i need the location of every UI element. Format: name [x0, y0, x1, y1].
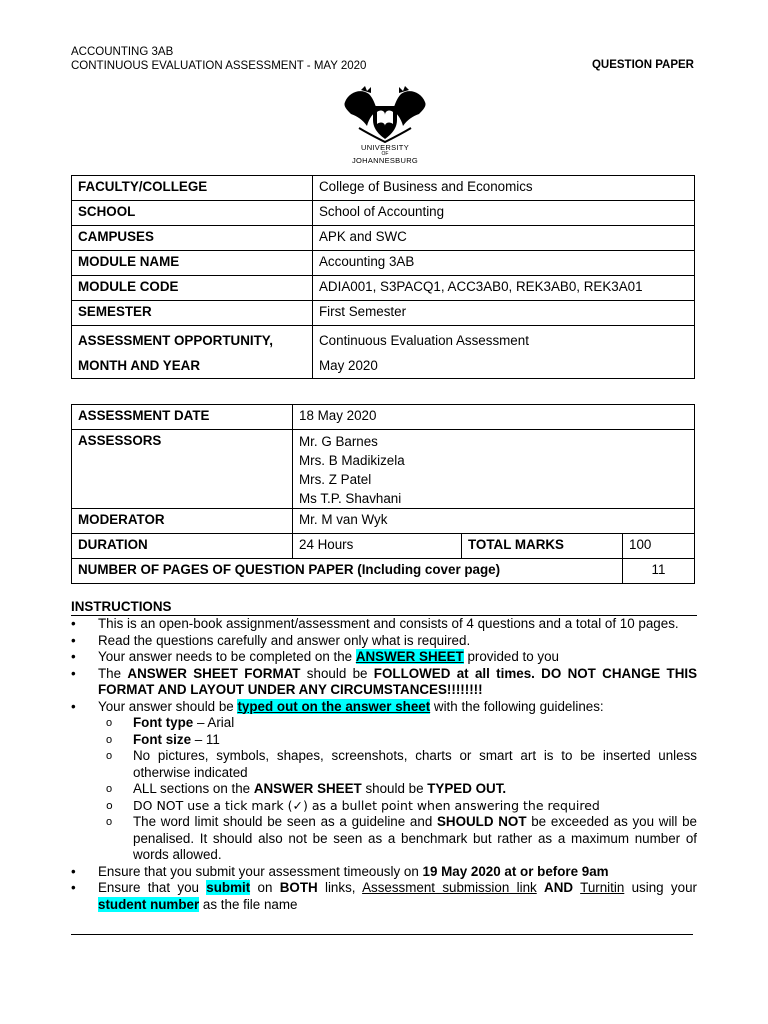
instruction-text: provided to you — [463, 649, 560, 664]
table-row — [72, 201, 695, 226]
table-row — [72, 276, 695, 301]
assessors-label: ASSESSORS — [72, 430, 293, 509]
guideline-text: should be — [361, 781, 428, 796]
instruction-text: Ensure that you submit your assessment timeously on — [98, 863, 423, 879]
assessor-name: Mrs. Z Patel — [299, 472, 372, 487]
table-row — [72, 226, 695, 251]
instruction-text: on — [250, 880, 280, 895]
faculty-label: FACULTY/COLLEGE — [72, 176, 313, 201]
module-name-value: Accounting 3AB — [313, 251, 695, 276]
table-row — [72, 430, 695, 509]
list-item — [71, 864, 697, 881]
campuses-value: APK and SWC — [313, 226, 695, 251]
turnitin-link[interactable]: Turnitin — [580, 880, 625, 895]
duration-label: DURATION — [72, 534, 293, 559]
student-number-highlight: student number — [98, 896, 200, 912]
sub-list-item — [71, 798, 697, 815]
opportunity-label-line2: MONTH AND YEAR — [78, 358, 201, 373]
guideline-text: No pictures, symbols, shapes, screenshots, charts or smart art is to be inserted unless otherwise indicated — [133, 748, 697, 780]
sub-list-item — [71, 715, 697, 732]
assessor-name: Mrs. B Madikizela — [299, 453, 405, 468]
list-item — [71, 616, 697, 633]
instruction-bold: BOTH — [279, 880, 318, 895]
opportunity-value — [313, 326, 695, 379]
sub-bullet-icon: o — [106, 750, 113, 762]
guideline-bold: Font size — [133, 731, 192, 747]
typed-out-highlight: typed out on the answer sheet — [237, 698, 431, 714]
table-row — [72, 301, 695, 326]
bottom-divider — [71, 934, 693, 935]
university-logo — [337, 84, 433, 176]
total-marks-value: 100 — [623, 534, 695, 559]
instruction-bold: AND — [544, 880, 574, 895]
header-assessment: CONTINUOUS EVALUATION ASSESSMENT - MAY 2020 — [71, 60, 367, 72]
document-header — [71, 45, 366, 73]
guideline-text: The word limit should be seen as a guideline and — [133, 814, 437, 829]
instruction-text — [537, 880, 544, 895]
bullet-icon: • — [71, 863, 76, 879]
instruction-text: This is an open-book assignment/assessment and consists of 4 questions and a total of 10 pages. — [98, 616, 679, 631]
guideline-bold: Font type — [133, 715, 194, 730]
list-item — [71, 666, 697, 699]
assessment-submission-link[interactable]: Assessment submission link — [362, 880, 537, 895]
instructions-list — [71, 616, 697, 913]
school-label: SCHOOL — [72, 201, 313, 226]
table-row — [72, 509, 695, 534]
moderator-value: Mr. M van Wyk — [293, 509, 695, 534]
logo-text-university: UNIVERSITY — [360, 143, 409, 152]
sub-bullet-icon: o — [106, 798, 113, 812]
sub-bullet-icon: o — [106, 783, 113, 795]
sub-list-item — [71, 748, 697, 781]
instruction-text: Ensure that you — [98, 880, 207, 895]
list-item — [71, 633, 697, 650]
module-code-label: MODULE CODE — [72, 276, 313, 301]
semester-value: First Semester — [313, 301, 695, 326]
instruction-text: Your answer needs to be completed on the — [98, 649, 356, 664]
guideline-text: ALL sections on the — [133, 781, 254, 796]
instruction-text: should be — [300, 665, 374, 681]
table-row — [72, 176, 695, 201]
date-label: ASSESSMENT DATE — [72, 405, 293, 430]
sub-bullet-icon: o — [106, 733, 113, 746]
module-name-label: MODULE NAME — [72, 251, 313, 276]
guideline-bold: ANSWER SHEET — [253, 781, 362, 796]
semester-label: SEMESTER — [72, 301, 313, 326]
instruction-text: Your answer should be — [98, 698, 238, 714]
table-row — [72, 405, 695, 430]
guideline-bold: SHOULD NOT — [436, 814, 527, 829]
opportunity-value-line1: Continuous Evaluation Assessment — [319, 333, 529, 348]
guideline-text: – 11 — [191, 731, 220, 747]
header-question-paper: QUESTION PAPER — [591, 59, 694, 71]
instruction-bold: ANSWER SHEET FORMAT — [127, 665, 301, 681]
instruction-text: as the file name — [199, 896, 298, 912]
table-row — [72, 326, 695, 379]
instruction-text: The — [98, 665, 128, 681]
instruction-text: links, — [317, 880, 363, 895]
instruction-text: with the following guidelines: — [430, 698, 604, 714]
pages-label: NUMBER OF PAGES OF QUESTION PAPER (Including cover page) — [72, 559, 623, 584]
assessor-name: Ms T.P. Shavhani — [299, 491, 402, 506]
sub-bullet-icon: o — [106, 717, 113, 729]
instruction-bold: FOLLOWED at all times. DO NOT CHANGE THIS FORMAT AND LAYOUT UNDER ANY CIRCUMSTANCES!!!!!!!! — [98, 665, 698, 697]
bullet-icon: • — [71, 880, 76, 895]
opportunity-label — [72, 326, 313, 379]
submit-highlight: submit — [206, 880, 251, 895]
list-item — [71, 649, 697, 666]
total-marks-label: TOTAL MARKS — [462, 534, 623, 559]
logo-text-johannesburg: JOHANNESBURG — [351, 156, 419, 165]
pages-value: 11 — [623, 559, 695, 584]
instruction-bold: 19 May 2020 at or before 9am — [422, 863, 609, 879]
instruction-text: using your — [624, 880, 697, 895]
assessment-info-table — [71, 404, 695, 584]
crest-icon — [339, 84, 431, 144]
faculty-value: College of Business and Economics — [313, 176, 695, 201]
campuses-label: CAMPUSES — [72, 226, 313, 251]
opportunity-label-line1: ASSESSMENT OPPORTUNITY, — [78, 333, 273, 348]
module-info-table — [71, 175, 695, 379]
table-row — [72, 534, 695, 559]
sub-list-item — [71, 732, 697, 749]
header-course: ACCOUNTING 3AB — [71, 46, 174, 58]
guideline-text: DO NOT use a tick mark (✓) as a bullet point when answering the required — [133, 797, 600, 813]
opportunity-value-line2: May 2020 — [319, 358, 378, 373]
guideline-text: be exceeded as you will be penalised. It should also not be seen as a benchmark but rather as a maximum number of words allowed. — [133, 814, 697, 862]
bullet-icon: • — [71, 649, 76, 664]
logo-text-of: OF — [381, 151, 389, 157]
bullet-icon: • — [71, 665, 76, 681]
bullet-icon: • — [71, 632, 76, 648]
duration-value: 24 Hours — [293, 534, 462, 559]
sub-bullet-icon: o — [106, 816, 113, 828]
assessors-value — [293, 430, 695, 509]
instruction-text: Read the questions carefully and answer only what is required. — [98, 632, 471, 648]
list-item — [71, 699, 697, 716]
guideline-bold: TYPED OUT. — [427, 781, 507, 796]
table-row — [72, 251, 695, 276]
assessor-name: Mr. G Barnes — [299, 434, 378, 449]
guideline-text: – Arial — [193, 715, 235, 730]
date-value: 18 May 2020 — [293, 405, 695, 430]
sub-list-item — [71, 781, 697, 798]
sub-list-item — [71, 814, 697, 864]
bullet-icon: • — [71, 616, 76, 631]
module-code-value: ADIA001, S3PACQ1, ACC3AB0, REK3AB0, REK3A01 — [313, 276, 695, 301]
bullet-icon: • — [71, 698, 76, 714]
list-item — [71, 880, 697, 913]
moderator-label: MODERATOR — [72, 509, 293, 534]
school-value: School of Accounting — [313, 201, 695, 226]
table-row — [72, 559, 695, 584]
answer-sheet-highlight: ANSWER SHEET — [355, 649, 464, 664]
instructions-heading: INSTRUCTIONS — [71, 600, 697, 616]
